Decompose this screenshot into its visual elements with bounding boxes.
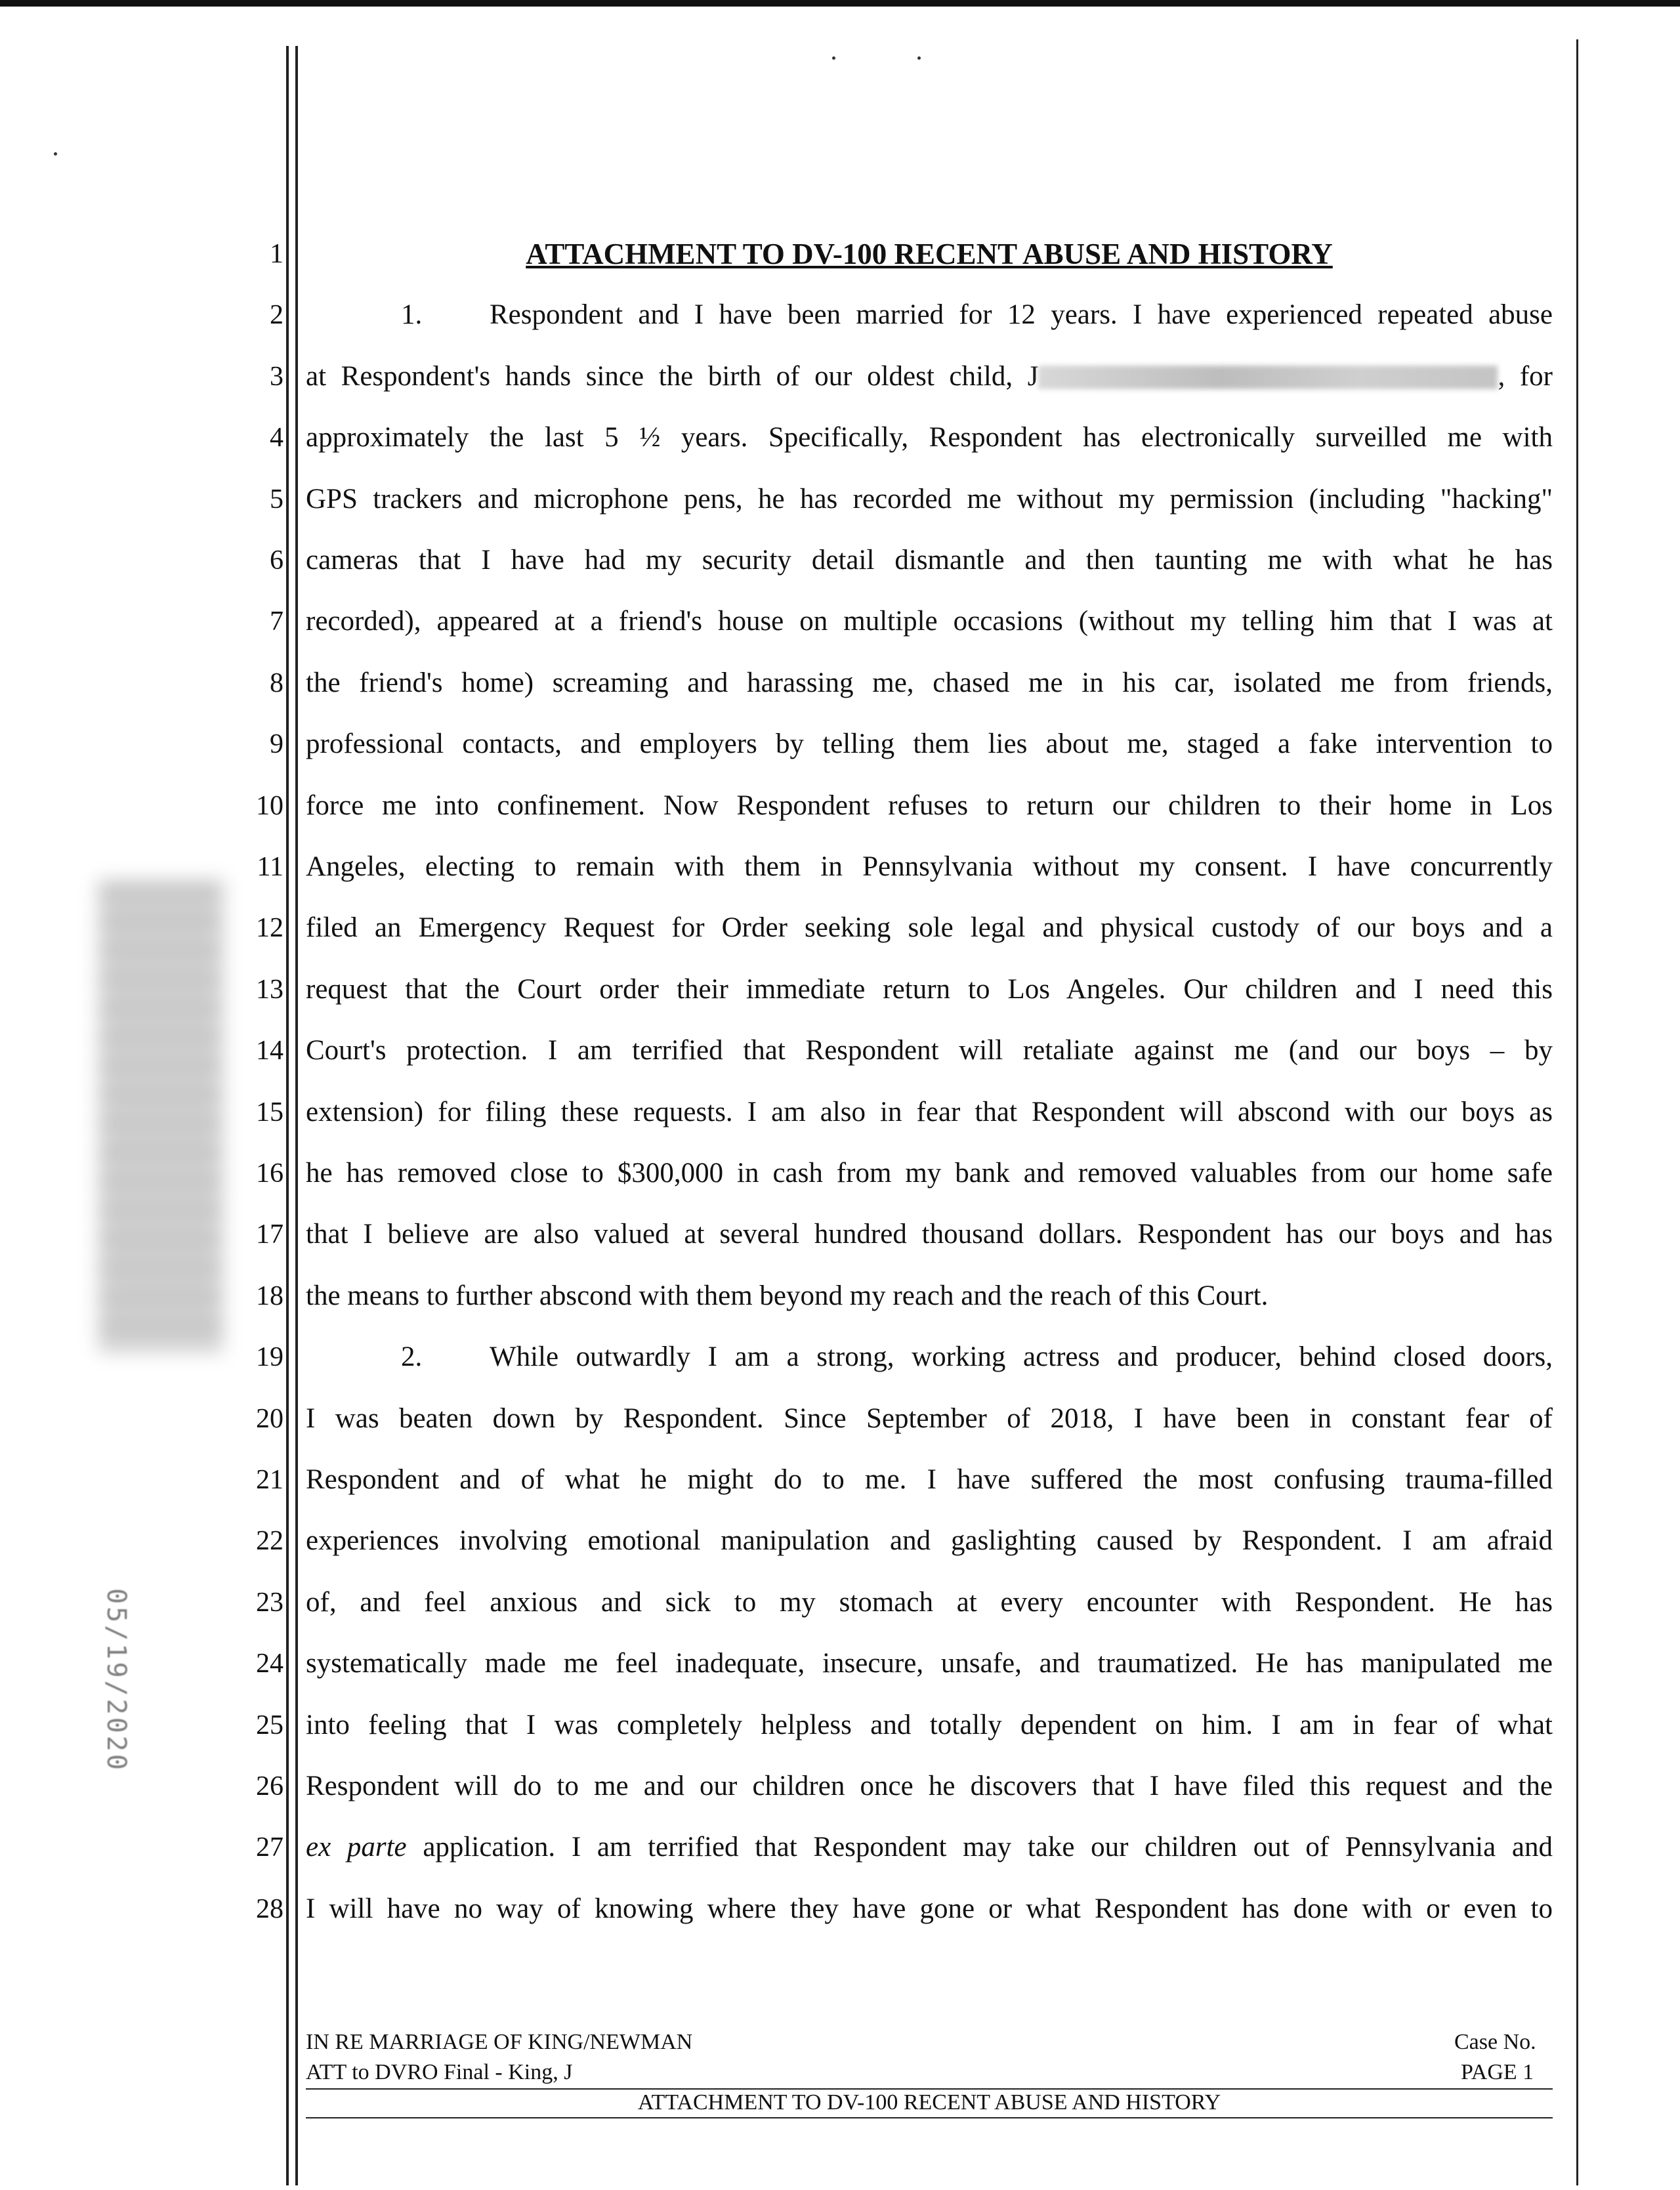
line-text: I was beaten down by Respondent. Since September of 2018, I have been in constant fear of	[306, 1403, 1553, 1434]
footer-page-number: PAGE 1	[1461, 2060, 1534, 2084]
line-number: 16	[256, 1158, 284, 1189]
body-line	[306, 299, 1553, 331]
line-text: into feeling that I was completely helpless and totally dependent on him. I am in fear of what	[306, 1710, 1553, 1740]
line-text: While outwardly I am a strong, working actress and producer, behind closed doors,	[490, 1341, 1553, 1372]
line-text: Respondent and of what he might do to me. I have suffered the most confusing trauma-filled	[306, 1464, 1553, 1495]
body-line	[306, 544, 1553, 577]
body-line	[306, 1586, 1553, 1619]
line-number: 20	[256, 1404, 284, 1434]
line-number: 13	[256, 975, 284, 1005]
line-number: 7	[270, 606, 284, 637]
line-text: of, and feel anxious and sick to my stomach at every encounter with Respondent. He has	[306, 1587, 1553, 1618]
date-stamp: 05/19/2020	[101, 1588, 131, 1773]
line-text: experiences involving emotional manipulation and gaslighting caused by Respondent. I am afraid	[306, 1525, 1553, 1556]
line-text: cameras that I have had my security detail dismantle and then taunting me with what he has	[306, 545, 1553, 576]
line-text: GPS trackers and microphone pens, he has recorded me without my permission (including "hacking"	[306, 484, 1553, 515]
body-line	[306, 605, 1553, 638]
body-line	[306, 790, 1553, 822]
footer-case-title: IN RE MARRIAGE OF KING/NEWMAN	[306, 2030, 693, 2054]
body-line	[306, 667, 1553, 700]
body-line	[306, 1770, 1553, 1803]
line-text: , for	[1498, 361, 1553, 392]
paragraph-number: 1.	[401, 299, 423, 330]
scan-speck	[917, 56, 921, 60]
line-text: at Respondent's hands since the birth of our oldest child, J	[306, 361, 1039, 392]
line-text: the friend's home) screaming and harassing me, chased me in his car, isolated me from friends,	[306, 667, 1553, 698]
body-line	[306, 421, 1553, 454]
line-text: Respondent will do to me and our children once he discovers that I have filed this request and the	[306, 1771, 1553, 1801]
body-line	[306, 1647, 1553, 1680]
body-line	[306, 851, 1553, 883]
line-text: Respondent and I have been married for 12 years. I have experienced repeated abuse	[490, 299, 1553, 330]
line-number: 19	[256, 1342, 284, 1372]
line-number: 5	[270, 484, 284, 515]
line-number: 8	[270, 668, 284, 698]
body-line	[306, 1709, 1553, 1742]
line-text: that I believe are also valued at several hundred thousand dollars. Respondent has our boys and has	[306, 1219, 1553, 1250]
line-number: 26	[256, 1771, 284, 1801]
body-line	[306, 1525, 1553, 1557]
line-text: the means to further abscond with them beyond my reach and the reach of this Court.	[306, 1280, 1269, 1311]
line-number: 28	[256, 1894, 284, 1924]
line-text: professional contacts, and employers by telling them lies about me, staged a fake intervention to	[306, 728, 1553, 759]
line-text: recorded), appeared at a friend's house on multiple occasions (without my telling him that I was at	[306, 606, 1553, 637]
body-line	[306, 360, 1553, 393]
body-line	[306, 1341, 1553, 1374]
line-text: extension) for filing these requests. I am also in fear that Respondent will abscond with our boys as	[306, 1097, 1553, 1127]
body-line	[306, 1280, 1553, 1313]
body-line	[306, 1157, 1553, 1190]
line-number: 24	[256, 1649, 284, 1679]
left-margin-rule-outer	[286, 46, 289, 2185]
line-number: 17	[256, 1219, 284, 1250]
body-line	[306, 483, 1553, 516]
footer-case-no: Case No.	[1454, 2030, 1536, 2054]
left-margin-rule-inner	[295, 46, 298, 2185]
body-line	[306, 1464, 1553, 1496]
scan-speck	[54, 152, 57, 156]
line-number: 4	[270, 423, 284, 453]
line-number: 2	[270, 300, 284, 330]
body-line	[306, 1096, 1553, 1129]
body-line	[306, 1034, 1553, 1067]
line-number: 9	[270, 729, 284, 759]
body-line	[306, 1218, 1553, 1251]
body-line	[306, 1831, 1553, 1864]
body-line	[306, 912, 1553, 944]
right-margin-rule	[1576, 39, 1578, 2185]
line-number: 18	[256, 1281, 284, 1311]
line-text: request that the Court order their immediate return to Los Angeles. Our children and I need this	[306, 974, 1553, 1005]
body-line	[306, 973, 1553, 1006]
footer-bottom-title: ATTACHMENT TO DV-100 RECENT ABUSE AND HISTORY	[637, 2090, 1221, 2115]
line-number: 14	[256, 1036, 284, 1066]
line-number: 22	[256, 1526, 284, 1556]
line-number: 12	[256, 913, 284, 943]
line-text: approximately the last 5 ½ years. Specifically, Respondent has electronically surveilled me with	[306, 422, 1553, 453]
page-title: ATTACHMENT TO DV-100 RECENT ABUSE AND HISTORY	[526, 238, 1333, 270]
line-text: he has removed close to $300,000 in cash from my bank and removed valuables from our home safe	[306, 1158, 1553, 1189]
line-text: systematically made me feel inadequate, insecure, unsafe, and traumatized. He has manipulated me	[306, 1648, 1553, 1679]
line-number: 23	[256, 1588, 284, 1618]
line-number: 15	[256, 1097, 284, 1127]
footer-doc-name: ATT to DVRO Final - King, J	[306, 2060, 573, 2084]
line-number: 27	[256, 1832, 284, 1863]
footer-rule-bottom	[306, 2117, 1553, 2118]
scan-top-edge	[0, 0, 1680, 7]
body-line	[306, 1402, 1553, 1435]
line-number: 11	[257, 852, 284, 882]
body-line	[306, 1893, 1553, 1926]
italic-term: ex parte	[306, 1832, 407, 1863]
line-number: 3	[270, 362, 284, 392]
line-text: filed an Emergency Request for Order seeking sole legal and physical custody of our boys and a	[306, 912, 1553, 943]
line-text: application. I am terrified that Respondent may take our children out of Pennsylvania and	[406, 1832, 1553, 1863]
line-text: I will have no way of knowing where they have gone or what Respondent has done with or even to	[306, 1893, 1553, 1924]
scan-speck	[832, 56, 835, 60]
line-text: Angeles, electing to remain with them in Pennsylvania without my consent. I have concurrently	[306, 851, 1553, 882]
paragraph-number: 2.	[401, 1341, 423, 1372]
body-line	[306, 728, 1553, 761]
line-number: 10	[256, 791, 284, 821]
line-number: 21	[256, 1465, 284, 1495]
line-text: Court's protection. I am terrified that Respondent will retaliate against me (and our boys – by	[306, 1035, 1553, 1066]
line-number: 1	[270, 239, 284, 269]
line-number: 6	[270, 545, 284, 576]
redacted-name	[1038, 366, 1498, 389]
line-text: force me into confinement. Now Respondent refuses to return our children to their home in Los	[306, 790, 1553, 821]
line-number: 25	[256, 1710, 284, 1740]
